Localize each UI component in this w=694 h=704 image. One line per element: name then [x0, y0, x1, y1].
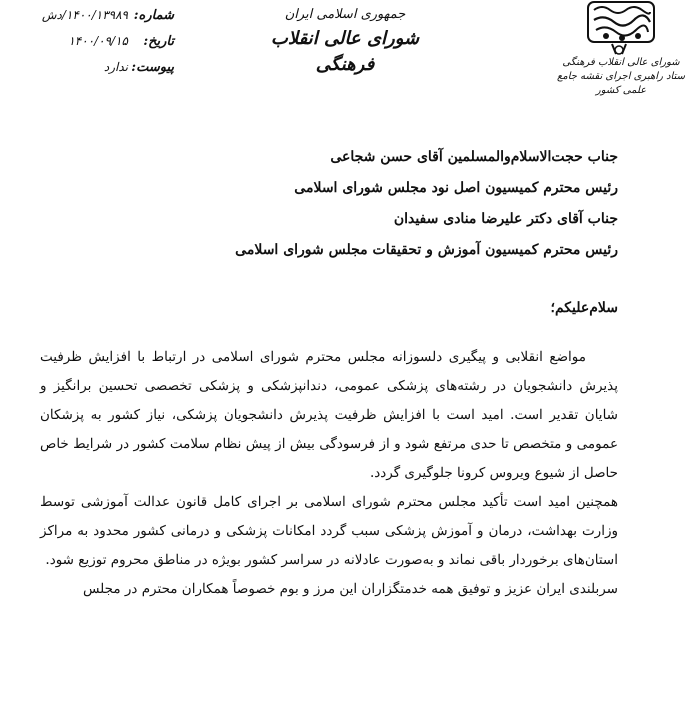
attachment-label: پیوست:	[131, 60, 174, 75]
body-paragraph: همچنین امید است تأکید مجلس محترم شورای اسلامی بر اجرای کامل قانون عدالت آموزشی توسط وزارت بهداشت، درمان و آموزش پزشکی سبب گردد امکانات پزشکی و درمانی کشور محدود به مراکز استان‌های برخوردار باقی نماند و به‌صورت عادلانه در سراسر کشور بویژه در مناطق محروم توزیع شود.	[40, 494, 618, 568]
salutation: سلام‌علیکم؛	[550, 300, 618, 316]
recipient-line: رئیس محترم کمیسیون اصل نود مجلس شورای اسلامی	[294, 180, 618, 196]
attachment-value: ندارد	[103, 60, 128, 74]
letter-body	[40, 343, 618, 604]
date-label: تاریخ:	[143, 34, 174, 49]
letter-attachment	[24, 60, 174, 86]
letterhead-title	[270, 4, 420, 78]
recipient-line: جناب حجت‌الاسلام‌والمسلمین آقای حسن شجاعی	[330, 149, 618, 165]
recipient-line: رئیس محترم کمیسیون آموزش و تحقیقات مجلس شورای اسلامی	[235, 242, 618, 258]
body-paragraph: سربلندی ایران عزیز و توفیق همه خدمتگزاران این مرز و بوم خصوصاً همکاران محترم در مجلس	[82, 581, 618, 597]
recipients-block	[118, 142, 618, 266]
date-value: ۱۴۰۰/۰۹/۱۵	[68, 34, 128, 48]
recipient-line: جناب آقای دکتر علیرضا منادی سفیدان	[393, 211, 618, 227]
number-value: ۱۴۰۰/۱۳۹۸۹/دش	[41, 8, 128, 22]
org-name: شورای عالی انقلاب فرهنگی	[562, 57, 680, 68]
letter-date	[24, 34, 174, 60]
org-subtitle: ستاد راهبری اجرای نقشه جامع علمی کشور	[557, 71, 685, 96]
emblem-logo-icon	[582, 0, 660, 56]
number-label: شماره:	[133, 8, 174, 23]
org-header	[556, 0, 686, 98]
body-paragraph: مواضع انقلابی و پیگیری دلسوزانه مجلس محترم شورای اسلامی در ارتباط با افزایش ظرفیت پذیرش دانشجویان در رشته‌های پزشکی عمومی، دندانپزشکی و پزشکی تخصصی تحسین برانگیز و شایان تقدیر است. امید است با افزایش ظرفیت پذیرش دانشجویان پزشکی، نیاز کشور به پزشکان عمومی و متخصص تا حدی مرتفع شود و از فرسودگی بیش از پیش نظام سلامت کشور در شرایط خاص حاصل از شیوع ویروس کرونا جلوگیری گردد.	[40, 349, 618, 481]
letter-meta	[24, 8, 174, 86]
letter-number	[24, 8, 174, 34]
government-name: جمهوری اسلامی ایران	[284, 7, 406, 22]
council-name: شورای عالی انقلاب فرهنگی	[270, 28, 420, 75]
